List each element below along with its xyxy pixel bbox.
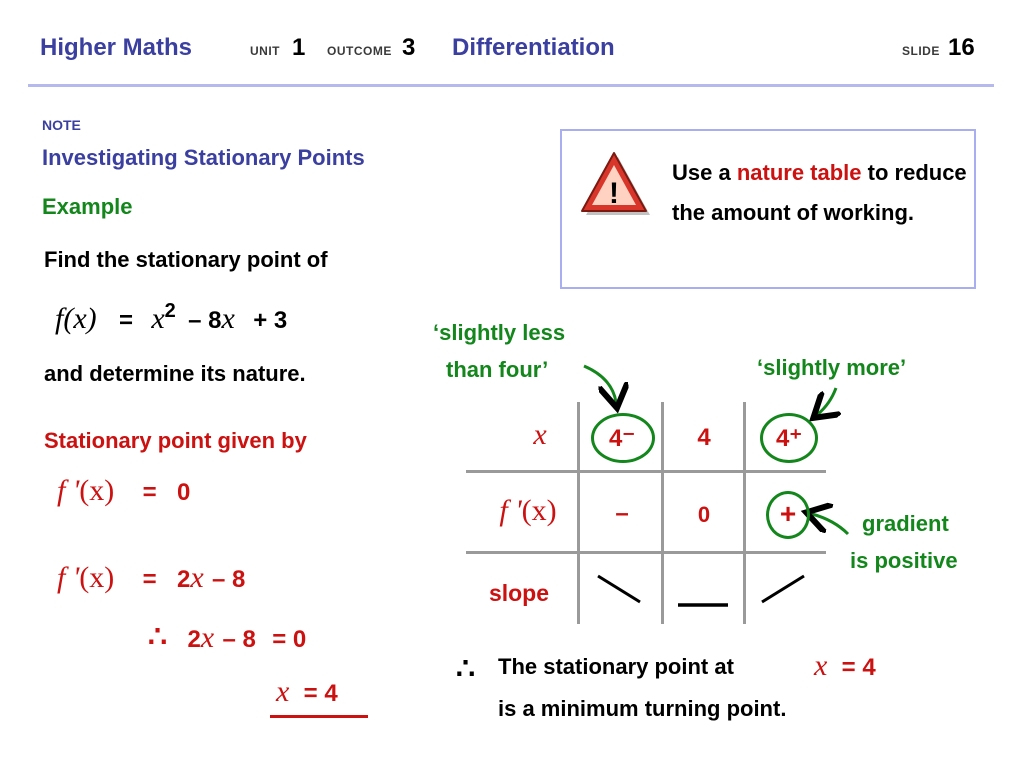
equals-zero: = 0 xyxy=(272,626,307,653)
outcome-label: OUTCOME xyxy=(327,44,392,58)
slightly-less-label-2: than four’ xyxy=(446,357,549,382)
zero-value: 0 xyxy=(176,479,191,506)
conclusion-line-2: is a minimum turning point. xyxy=(498,696,787,721)
fprime-symbol: f ' xyxy=(57,561,80,594)
stationary-given-by: Stationary point given by xyxy=(44,428,307,453)
slope-positive-line xyxy=(762,576,804,602)
slide-number: 16 xyxy=(948,34,975,61)
table-row-fp-label xyxy=(478,494,578,528)
table-col-4-minus: 4⁻ xyxy=(608,425,635,452)
tip-text-b: to reduce the amount of working. xyxy=(672,160,967,225)
table-hline-2 xyxy=(466,551,826,554)
x-variable-2: x xyxy=(221,302,235,335)
course-title: Higher Maths xyxy=(40,34,193,61)
equals-four: = 4 xyxy=(841,654,876,681)
problem-line-1: Find the stationary point of xyxy=(44,247,328,272)
equals-sign: = xyxy=(142,566,157,593)
slope-negative-line xyxy=(598,576,640,602)
x-variable: x xyxy=(151,302,165,335)
plus-three: + 3 xyxy=(253,307,288,334)
gradient-label-2: is positive xyxy=(850,548,958,573)
table-row-x-label: x xyxy=(533,418,547,451)
equals-sign: = xyxy=(118,307,133,334)
x-variable: x xyxy=(276,675,290,708)
table-col-4: 4 xyxy=(697,424,711,451)
exponent: 2 xyxy=(164,300,176,322)
tip-text-a: Use a xyxy=(672,160,737,185)
arrow-slightly-less xyxy=(584,366,616,402)
table-fp-arg: (x) xyxy=(521,494,557,527)
slope-sketches xyxy=(580,556,830,622)
problem-line-3: and determine its nature. xyxy=(44,361,306,386)
slightly-less-label-1: ‘slightly less xyxy=(433,320,566,345)
x-variable: x xyxy=(200,621,215,654)
table-fp-positive: + xyxy=(779,498,797,529)
arrow-slightly-more xyxy=(818,388,836,414)
example-label: Example xyxy=(42,194,133,219)
minus-eight: – 8 xyxy=(211,566,246,593)
note-label: NOTE xyxy=(42,117,81,133)
gradient-label-1: gradient xyxy=(862,511,949,536)
fprime-arg: (x) xyxy=(79,561,115,594)
table-hline-1 xyxy=(466,470,826,473)
conclusion-x-equals-4 xyxy=(814,649,876,683)
fprime-symbol: f ' xyxy=(57,474,80,507)
slide-label: SLIDE xyxy=(902,44,940,58)
outcome-number: 3 xyxy=(402,34,416,61)
conclusion-line-1: The stationary point at xyxy=(498,654,734,679)
slightly-more-label: ‘slightly more’ xyxy=(757,355,907,380)
conclusion-therefore: ∴ xyxy=(456,653,476,686)
table-col-4-plus: 4⁺ xyxy=(775,425,802,452)
unit-label: UNIT xyxy=(250,44,280,58)
fx-symbol: f(x) xyxy=(55,302,97,335)
table-fp-negative: – xyxy=(615,500,629,527)
x-variable: x xyxy=(190,561,204,594)
therefore-symbol: ∴ xyxy=(148,621,168,654)
table-fp-zero: 0 xyxy=(697,502,711,527)
unit-number: 1 xyxy=(292,34,306,61)
fprime-arg: (x) xyxy=(79,474,115,507)
table-row-slope-label: slope xyxy=(488,580,550,606)
equals-four: = 4 xyxy=(303,680,338,707)
tip-highlight: nature table xyxy=(736,160,862,185)
coefficient-two: 2 xyxy=(176,566,191,593)
minus-eight: – 8 xyxy=(188,307,222,334)
page-title: Investigating Stationary Points xyxy=(42,145,365,170)
equals-sign: = xyxy=(142,479,157,506)
x-variable: x xyxy=(814,649,828,682)
minus-eight: – 8 xyxy=(222,626,256,653)
table-fp-symbol: f ' xyxy=(499,494,522,527)
coefficient-two: 2 xyxy=(187,626,201,653)
svg-text:!: ! xyxy=(609,177,619,210)
topic-title: Differentiation xyxy=(452,34,615,61)
